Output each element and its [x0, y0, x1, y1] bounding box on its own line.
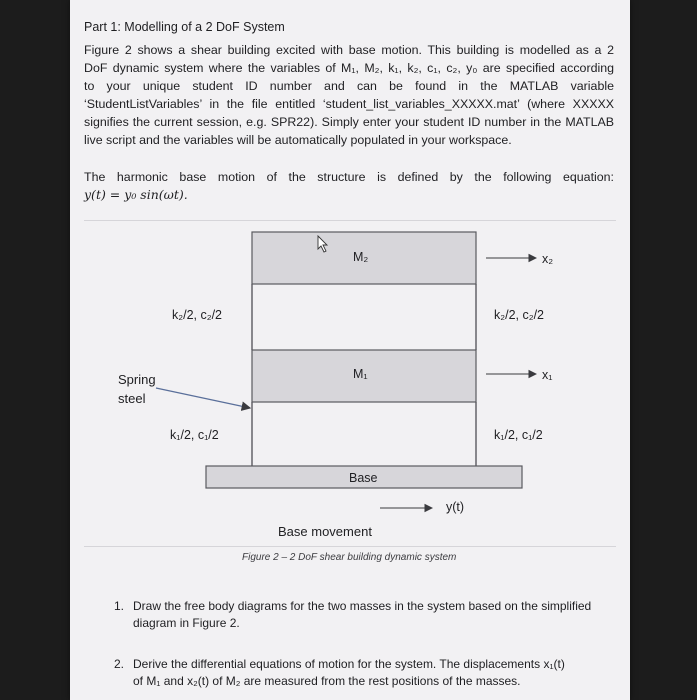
paragraph-line: DoF dynamic system where the variables of M₁, M₂, k₁, k₂, c₁, c₂, y₀ are specified according	[84, 61, 614, 75]
figure-bottom-rule	[84, 546, 616, 547]
question-text: diagram in Figure 2.	[133, 616, 240, 630]
question-number: 1.	[114, 599, 125, 613]
question-text: of M₁ and x₂(t) of M₂ are measured from the rest positions of the masses.	[133, 674, 521, 688]
paragraph-line: Figure 2 shows a shear building excited with base motion. This building is modelled as a 2	[84, 43, 614, 57]
shear-building-figure	[70, 222, 630, 552]
spring-steel-pointer	[156, 388, 250, 408]
base-motion-equation: y(t) = y₀ sin(ωt).	[84, 187, 188, 202]
mass-m1-label: M₁	[353, 367, 368, 381]
paragraph-line: ‘StudentListVariables’ in the file entitled ‘student_list_variables_XXXXX.mat’ (where XXXXX	[84, 97, 614, 111]
upper-right-stiffness-label: k₂/2, c₂/2	[494, 308, 544, 322]
base-movement-label: Base movement	[278, 524, 372, 539]
mass-m2-label: M₂	[353, 250, 369, 264]
paragraph-line: The harmonic base motion of the structure is defined by the following equation:	[84, 170, 614, 184]
spring-label: Spring	[118, 372, 156, 387]
section-heading: Part 1: Modelling of a 2 DoF System	[84, 20, 285, 34]
steel-label: steel	[118, 391, 146, 406]
figure-caption: Figure 2 – 2 DoF shear building dynamic system	[242, 552, 457, 563]
lower-right-stiffness-label: k₁/2, c₁/2	[494, 428, 543, 442]
paragraph-line: live script and the variables will be automatically populated in your workspace.	[84, 133, 512, 147]
x1-label: x₁	[542, 368, 553, 382]
lower-left-stiffness-label: k₁/2, c₁/2	[170, 428, 219, 442]
base-displacement-label: y(t)	[446, 500, 465, 514]
paragraph-line: to your unique student ID number and can be found in the MATLAB variable	[84, 79, 614, 93]
paragraph-line: signifies the current session, e.g. SPR22). Simply enter your student ID number in the MATLAB	[84, 115, 614, 129]
upper-left-stiffness-label: k₂/2, c₂/2	[172, 308, 222, 322]
x2-label: x₂	[542, 252, 554, 266]
question-text: Draw the free body diagrams for the two masses in the system based on the simplified	[133, 599, 592, 613]
base-label: Base	[349, 471, 378, 485]
question-text: Derive the differential equations of motion for the system. The displacements x₁(t)	[133, 657, 565, 671]
figure-top-rule	[84, 220, 616, 221]
document-page	[70, 0, 630, 700]
question-number: 2.	[114, 657, 125, 671]
